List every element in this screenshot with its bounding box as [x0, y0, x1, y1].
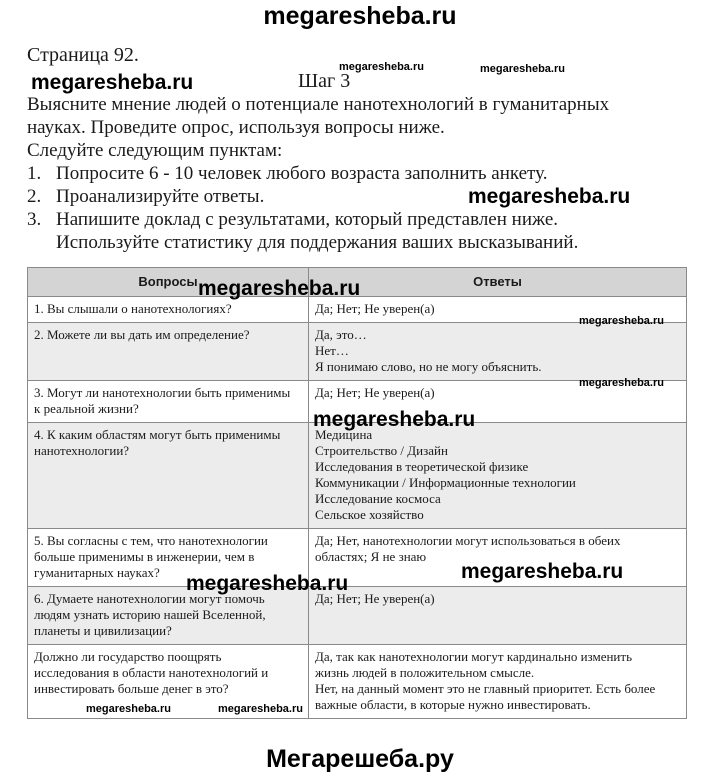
question-line: 4. К каким областям могут быть применимы [34, 427, 281, 442]
question-cell [28, 381, 309, 423]
answer-line: Да; Нет, нанотехнологии могут использоваться в обеих [315, 533, 621, 548]
question-line: людям узнать историю нашей Вселенной, [34, 607, 266, 622]
assignment-text [27, 93, 707, 254]
question-line: 5. Вы согласны с тем, что нанотехнологии [34, 533, 268, 548]
answer-line: Да; Нет; Не уверен(а) [315, 591, 435, 606]
question-line: 2. Можете ли вы дать им определение? [34, 327, 250, 342]
watermark-overlay: megaresheba.ru [313, 408, 476, 431]
answer-line: Исследования в теоретической физике [315, 459, 529, 474]
watermark-overlay: megaresheba.ru [31, 71, 194, 94]
intro-line: Следуйте следующим пунктам: [27, 140, 283, 161]
table-row [28, 323, 687, 381]
table-row [28, 423, 687, 529]
step-text: Проанализируйте ответы. [56, 186, 265, 207]
step-text: Используйте статистику для поддержания ваших высказываний. [56, 232, 579, 253]
watermark-overlay: megaresheba.ru [468, 185, 631, 208]
survey-table [27, 267, 687, 719]
answer-line: Нет, на данный момент это не главный приоритет. Есть более [315, 681, 656, 696]
question-cell [28, 323, 309, 381]
answer-line: Коммуникации / Информационные технологии [315, 475, 576, 490]
page-label: Страница 92. [27, 44, 139, 66]
watermark-overlay: megaresheba.ru [198, 277, 361, 300]
question-line: 6. Думаете нанотехнологии могут помочь [34, 591, 265, 606]
answer-line: Да, так как нанотехнологии могут кардинально изменить [315, 649, 633, 664]
question-line: инвестировать больше денег в это? [34, 681, 229, 696]
question-line: исследования в области нанотехнологий и [34, 665, 269, 680]
answer-line: жизнь людей в положительном смысле. [315, 665, 535, 680]
answer-cell [309, 587, 687, 645]
answer-cell [309, 645, 687, 719]
question-line: 1. Вы слышали о нанотехнологиях? [34, 301, 232, 316]
answer-line: Нет… [315, 343, 349, 358]
step-number: 2. [27, 186, 42, 207]
step-label: Шаг 3 [298, 70, 351, 92]
watermark-overlay: megaresheba.ru [461, 560, 624, 583]
step-number: 1. [27, 163, 42, 184]
answer-line: Строительство / Дизайн [315, 443, 448, 458]
watermark-overlay: megaresheba.ru [579, 315, 664, 327]
answer-line: важные области, в которые нужно инвестировать. [315, 697, 591, 712]
watermark-overlay: megaresheba.ru [579, 377, 664, 389]
answer-line: Сельское хозяйство [315, 507, 424, 522]
answer-cell [309, 423, 687, 529]
watermark-overlay: megaresheba.ru [186, 572, 349, 595]
question-cell [28, 423, 309, 529]
watermark-overlay: megaresheba.ru [339, 61, 424, 73]
answer-line: областях; Я не знаю [315, 549, 427, 564]
question-line: к реальной жизни? [34, 401, 139, 416]
answer-line: Да; Нет; Не уверен(а) [315, 301, 435, 316]
watermark-overlay: megaresheba.ru [86, 703, 171, 715]
question-line: Должно ли государство поощрять [34, 649, 222, 664]
header-answers: Ответы [309, 268, 687, 297]
step-text: Попросите 6 - 10 человек любого возраста заполнить анкету. [56, 163, 548, 184]
intro-line: Выясните мнение людей о потенциале нанотехнологий в гуманитарных [27, 94, 610, 115]
intro-line: науках. Проведите опрос, используя вопросы ниже. [27, 117, 445, 138]
question-line: гуманитарных науках? [34, 565, 160, 580]
step-number: 3. [27, 209, 42, 230]
step-item [27, 208, 707, 254]
question-line: нанотехнологии? [34, 443, 130, 458]
watermark-top: megaresheba.ru [263, 2, 457, 30]
watermark-overlay: megaresheba.ru [480, 63, 565, 75]
answer-line: Я понимаю слово, но не могу объяснить. [315, 359, 542, 374]
answer-line: Исследование космоса [315, 491, 441, 506]
question-line: планеты и цивилизации? [34, 623, 172, 638]
step-text: Напишите доклад с результатами, который представлен ниже. [56, 209, 559, 230]
question-line: 3. Могут ли нанотехнологии быть применимы [34, 385, 291, 400]
answer-cell [309, 323, 687, 381]
answer-line: Да; Нет; Не уверен(а) [315, 385, 435, 400]
question-line: больше применимы в инженерии, чем в [34, 549, 255, 564]
answer-line: Медицина [315, 427, 373, 442]
watermark-bottom: Мегарешеба.ру [266, 745, 454, 773]
watermark-overlay: megaresheba.ru [218, 703, 303, 715]
table-row [28, 587, 687, 645]
header-questions: Вопросы [28, 268, 309, 297]
answer-line: Да, это… [315, 327, 367, 342]
step-item [27, 162, 707, 185]
